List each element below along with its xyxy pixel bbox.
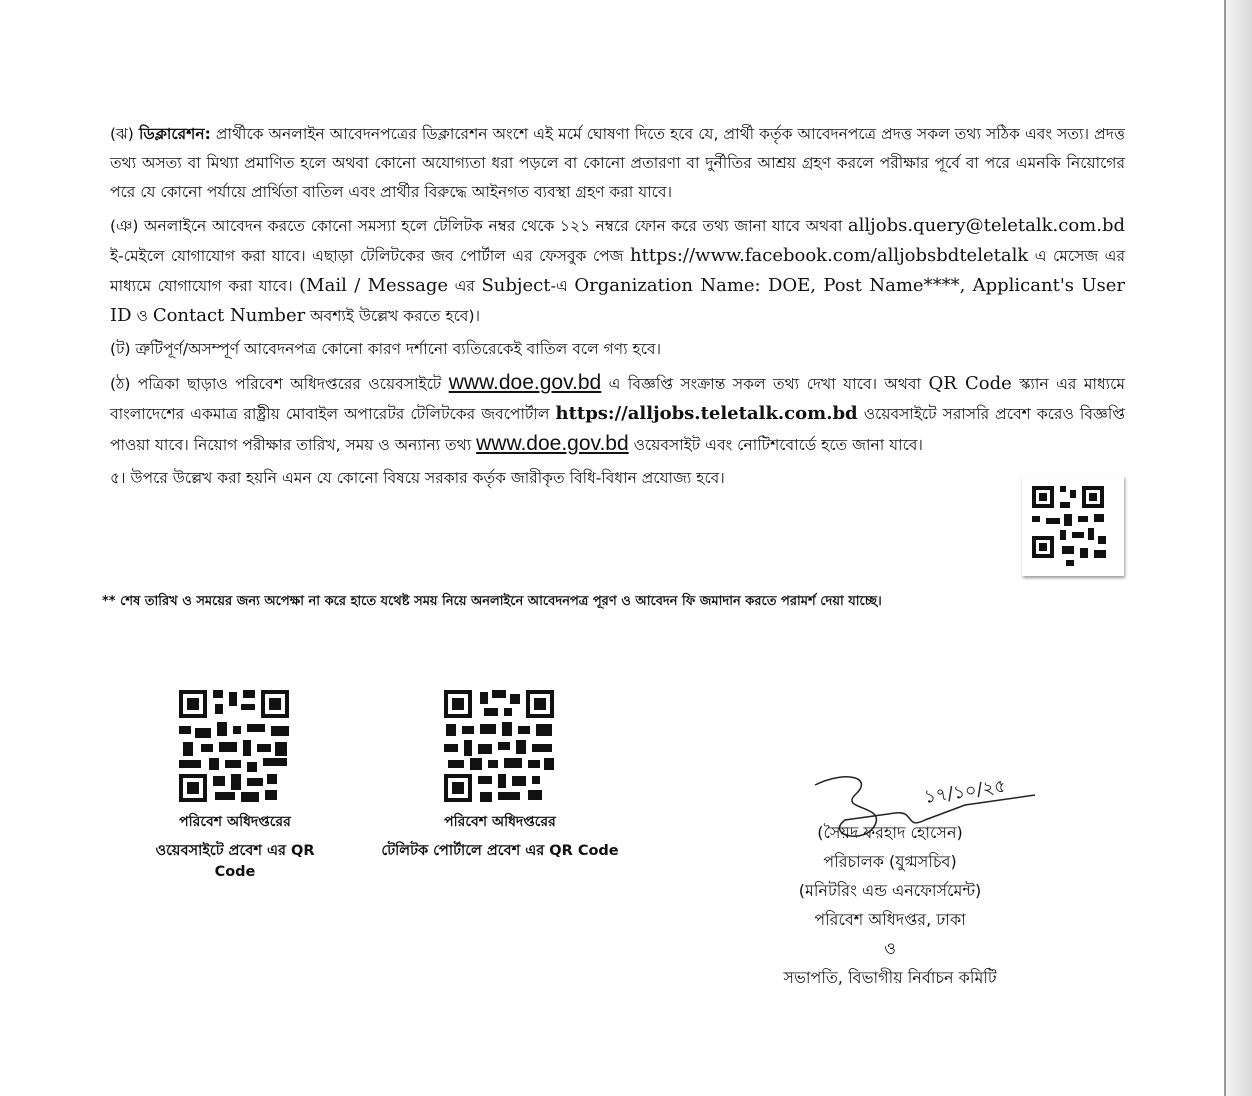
qr-caption-line2: ওয়েবসাইটে প্রবেশ এর QR Code: [155, 843, 315, 880]
deadline-advice-note: ** শেষ তারিখ ও সময়ের জন্য অপেক্ষা না করে হাতে যথেষ্ট সময় নিয়ে অনলাইনে আবেদনপত্র পূরণ ও আবেদন ফি জমাদান করতে পরামর্শ দেয়া যাচ্ছে।: [102, 594, 882, 609]
declaration-heading: ডিক্লারেশন:: [138, 125, 211, 143]
scanned-page-edge: [1226, 0, 1252, 1096]
clause-marker: (ঝ): [110, 125, 134, 143]
signatory-office: পরিবেশ অধিদপ্তর, ঢাকা: [814, 910, 966, 929]
qr-caption-line1: পরিবেশ অধিদপ্তরের: [444, 814, 556, 830]
signatory-wing: (মনিটরিং এন্ড এনফোর্সমেন্ট): [798, 881, 982, 900]
info-text: ওয়েবসাইট এবং নোটিশবোর্ডে হতে জানা যাবে।: [628, 436, 923, 454]
help-text: অনলাইনে আবেদন করতে কোনো সমস্যা হলে টেলিটক নম্বর থেকে ১২১ নম্বরে ফোন করে তথ্য জানা যাবে অথবা: [138, 217, 848, 235]
clause-marker: (ট): [110, 340, 131, 358]
teletalk-portal-link[interactable]: https://alljobs.teletalk.com.bd: [555, 403, 858, 424]
signatory-committee: সভাপতি, বিভাগীয় নির্বাচন কমিটি: [783, 968, 997, 987]
qr-code-icon: [1022, 476, 1124, 576]
info-text: এ বিজ্ঞপ্তি সংক্রান্ত সকল তথ্য দেখা যাবে। অথবা: [601, 375, 929, 393]
help-text: ও: [131, 307, 153, 325]
organization-text: Organization Name: DOE, Post Name****, Applicant's User ID: [110, 275, 1126, 326]
signatory-name: (সৈয়দ ফরহাদ হোসেন): [817, 823, 963, 842]
help-text: এর: [448, 277, 482, 295]
scanned-page-edge-line: [1224, 0, 1226, 1096]
subject-text: Subject: [481, 275, 551, 296]
clause-5: ৫। উপরে উল্লেখ করা হয়নি এমন যে কোনো বিষয়ে সরকার কর্তৃক জারীকৃত বিধি-বিধান প্রযোজ্য হবে।: [110, 469, 725, 487]
clause-nya: [110, 211, 1125, 331]
help-text: -এ: [550, 277, 575, 295]
incomplete-application-text: ত্রুটিপূর্ণ/অসম্পূর্ণ আবেদনপত্র কোনো কারণ দর্শানো ব্যতিরেকেই বাতিল বলে গণ্য হবে।: [130, 340, 662, 358]
clause-tha: [110, 368, 1125, 460]
clause-marker: (ঞ): [110, 217, 139, 235]
info-text: পত্রিকা ছাড়াও পরিবেশ অধিদপ্তরের ওয়েবসাইটে: [130, 375, 449, 393]
qr-code-icon[interactable]: [175, 688, 295, 806]
help-text: অবশ্যই উল্লেখ করতে হবে)।: [305, 307, 481, 325]
signatory-designation: পরিচালক (যুগ্মসচিব): [823, 852, 957, 871]
signatory-conjunction: ও: [884, 939, 896, 958]
doe-website-link[interactable]: www.doe.gov.bd: [448, 371, 602, 394]
support-email[interactable]: alljobs.query@teletalk.com.bd: [847, 215, 1125, 236]
qr-block-website: [140, 688, 330, 880]
qr-caption-line2: টেলিটক পোর্টালে প্রবেশ এর QR Code: [381, 843, 619, 859]
info-text: স্ক্যান এর মাধ্যমে বাংলাদেশের একমাত্র রাষ্ট্রীয় মোবাইল অপারেটর টেলিটকের জবপোর্টাল: [110, 375, 1125, 423]
signature-block: [740, 818, 1040, 992]
clause-ta: [110, 335, 1125, 364]
qr-code-inline: [1022, 476, 1124, 576]
facebook-page-link[interactable]: https://www.facebook.com/alljobsbdteletalk: [630, 245, 1029, 266]
qr-code-text: QR Code: [928, 373, 1012, 394]
help-text: এ মেসেজ এর মাধ্যমে যোগাযোগ করা যাবে।: [110, 247, 1125, 295]
doe-website-link-2[interactable]: www.doe.gov.bd: [476, 432, 629, 455]
qr-block-teletalk: [370, 688, 630, 864]
contact-number-text: Contact Number: [152, 305, 306, 326]
declaration-text: প্রার্থীকে অনলাইন আবেদনপত্রের ডিক্লারেশন অংশে এই মর্মে ঘোষণা দিতে হবে যে, প্রার্থী কর্তৃক আবেদনপত্রে প্রদত্ত সকল তথ্য সঠিক এবং সত্য। প্রদত্ত তথ্য অসত্য বা মিথ্যা প্রমাণিত হলে অথবা কোনো অযোগ্যতা ধরা পড়লে বা কোনো প্রতারণা বা দুর্নীতির আশ্রয় গ্রহণ করলে পরীক্ষার পূর্বে বা পরে এমনকি নিয়োগের পরে যে কোনো পর্যায়ে প্রার্থিতা বাতিল এবং প্রার্থীর বিরুদ্ধে আইনগত ব্যবস্থা গ্রহণ করা যাবে।: [110, 125, 1125, 201]
info-text: ওয়েবসাইটে সরাসরি প্রবেশ করেও বিজ্ঞপ্তি পাওয়া যাবে। নিয়োগ পরীক্ষার তারিখ, সময় ও অন্যান্য তথ্য: [110, 405, 1125, 454]
clause-jha: [110, 120, 1125, 207]
mail-message-text: (Mail / Message: [299, 275, 449, 296]
qr-caption-line1: পরিবেশ অধিদপ্তরের: [179, 814, 291, 830]
qr-code-icon[interactable]: [440, 688, 560, 806]
signature-date: ১৭/১০/২৫: [922, 775, 1008, 808]
notice-body: [110, 120, 1125, 497]
clause-marker: (ঠ): [110, 375, 131, 393]
help-text: ই-মেইলে যোগাযোগ করা যাবে। এছাড়া টেলিটকের জব পোর্টাল এর ফেসবুক পেজ: [110, 247, 631, 265]
